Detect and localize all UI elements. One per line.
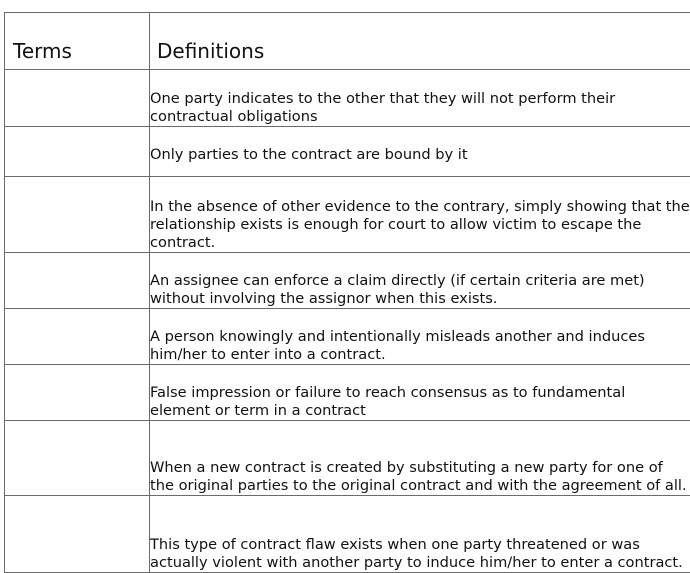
- table-row: [5, 496, 690, 573]
- table-row: [5, 253, 690, 309]
- definition-cell: In the absence of other evidence to the contrary, simply showing that the relationship exists is enough for court to allow victim to escape the contract.: [150, 177, 690, 253]
- term-cell: [5, 365, 150, 421]
- term-cell: [5, 309, 150, 365]
- term-cell: [5, 496, 150, 573]
- definition-cell: A person knowingly and intentionally misleads another and induces him/her to enter into a contract.: [150, 309, 690, 365]
- term-cell: [5, 253, 150, 309]
- definition-cell: One party indicates to the other that they will not perform their contractual obligations: [150, 70, 690, 127]
- terms-header: Terms: [5, 13, 150, 70]
- header-row: [5, 13, 690, 70]
- term-cell: [5, 127, 150, 177]
- definition-cell: False impression or failure to reach consensus as to fundamental element or term in a contract: [150, 365, 690, 421]
- definition-cell: When a new contract is created by substituting a new party for one of the original parties to the original contract and with the agreement of all.: [150, 421, 690, 496]
- table-row: [5, 309, 690, 365]
- table-row: [5, 177, 690, 253]
- definition-cell: Only parties to the contract are bound by it: [150, 127, 690, 177]
- terms-definitions-table: [4, 12, 690, 573]
- term-cell: [5, 177, 150, 253]
- definition-cell: This type of contract flaw exists when one party threatened or was actually violent with another party to induce him/her to enter a contract.: [150, 496, 690, 573]
- term-cell: [5, 421, 150, 496]
- definition-cell: An assignee can enforce a claim directly (if certain criteria are met) without involving the assignor when this exists.: [150, 253, 690, 309]
- table-row: [5, 127, 690, 177]
- term-cell: [5, 70, 150, 127]
- table-row: [5, 365, 690, 421]
- definitions-header: Definitions: [150, 13, 690, 70]
- table-row: [5, 421, 690, 496]
- table-row: [5, 70, 690, 127]
